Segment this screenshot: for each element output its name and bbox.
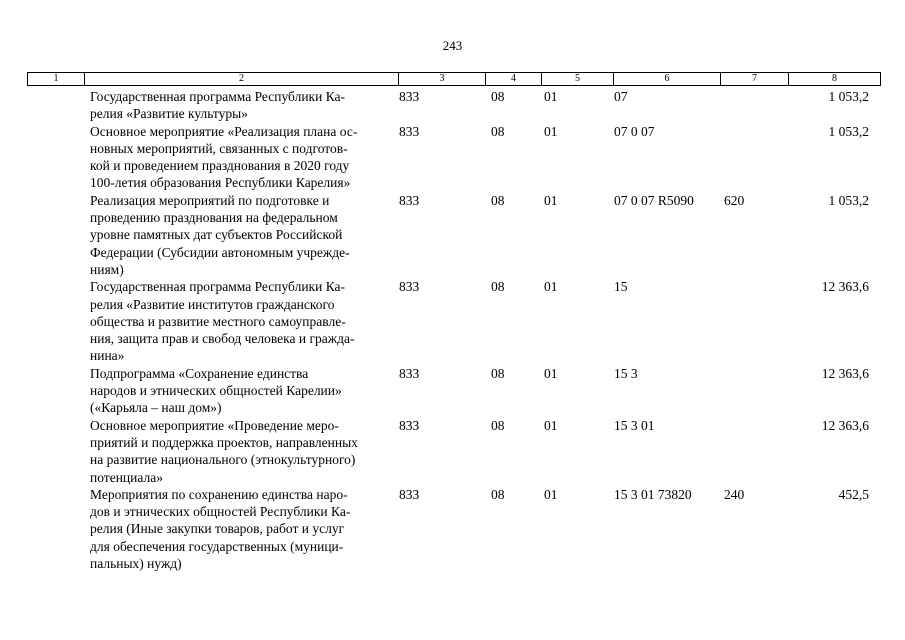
column-header-6: 6 bbox=[614, 73, 721, 85]
cell-name-line: ния, защита прав и свобод человека и гражда- bbox=[90, 331, 355, 347]
cell-c7 bbox=[724, 278, 786, 364]
cell-c7 bbox=[724, 123, 786, 192]
cell-name bbox=[90, 192, 395, 278]
cell-name bbox=[90, 88, 395, 123]
cell-c4: 08 bbox=[491, 365, 505, 381]
table-row bbox=[27, 417, 881, 486]
cell-c4: 08 bbox=[491, 89, 505, 104]
cell-c6: 15 3 01 bbox=[614, 417, 655, 433]
table-row bbox=[27, 192, 881, 278]
cell-col1 bbox=[27, 278, 90, 364]
cell-name-line: Федерации (Субсидии автономным учрежде- bbox=[90, 244, 350, 260]
cell-c4: 08 bbox=[491, 486, 505, 502]
cell-c7: 620 bbox=[724, 192, 745, 208]
cell-c5: 01 bbox=[544, 89, 558, 104]
cell-c6: 15 bbox=[614, 279, 628, 295]
column-header-4: 4 bbox=[486, 73, 542, 85]
cell-c3: 833 bbox=[399, 486, 420, 502]
cell-c5: 01 bbox=[544, 192, 558, 208]
cell-c3: 833 bbox=[399, 89, 420, 104]
cell-name bbox=[90, 278, 395, 364]
column-header-7: 7 bbox=[721, 73, 789, 85]
cell-name-line: кой и проведением празднования в 2020 году bbox=[90, 158, 350, 174]
cell-col1 bbox=[27, 365, 90, 417]
table-row bbox=[27, 88, 881, 123]
cell-name-line: для обеспечения государственных (муници- bbox=[90, 538, 344, 554]
cell-name-line: уровне памятных дат субъектов Российской bbox=[90, 227, 343, 243]
cell-c8: 1 053,2 bbox=[828, 89, 869, 104]
cell-name-line: Мероприятия по сохранению единства наро- bbox=[90, 486, 348, 502]
cell-c6: 15 3 bbox=[614, 365, 638, 381]
cell-c8: 12 363,6 bbox=[821, 365, 869, 381]
cell-col1 bbox=[27, 88, 90, 123]
cell-name-line: релия «Развитие институтов гражданского bbox=[90, 296, 335, 312]
cell-c7 bbox=[724, 88, 786, 123]
cell-c5: 01 bbox=[544, 279, 558, 295]
cell-name-line: потенциала» bbox=[90, 469, 163, 485]
cell-c8: 452,5 bbox=[838, 486, 869, 502]
cell-name-line: на развитие национального (этнокультурного) bbox=[90, 452, 356, 468]
cell-c6: 07 bbox=[614, 89, 628, 104]
cell-name-line: релия (Иные закупки товаров, работ и услуг bbox=[90, 521, 345, 537]
cell-c5: 01 bbox=[544, 123, 558, 139]
cell-c4: 08 bbox=[491, 192, 505, 208]
cell-c3: 833 bbox=[399, 365, 420, 381]
cell-name-line: Основное мероприятие «Проведение меро- bbox=[90, 417, 339, 433]
column-header-8: 8 bbox=[832, 73, 837, 84]
page-number: 243 bbox=[442, 38, 463, 53]
cell-c4: 08 bbox=[491, 417, 505, 433]
cell-name-line: ниям) bbox=[90, 261, 124, 277]
table-header bbox=[27, 72, 881, 86]
cell-name bbox=[90, 123, 395, 192]
cell-c8: 1 053,2 bbox=[828, 192, 869, 208]
cell-name-line: («Карьяла – наш дом») bbox=[90, 400, 222, 416]
cell-c5: 01 bbox=[544, 365, 558, 381]
cell-c3: 833 bbox=[399, 417, 420, 433]
cell-col1 bbox=[27, 123, 90, 192]
cell-name-line: Государственная программа Республики Ка- bbox=[90, 89, 346, 104]
cell-name-line: нина» bbox=[90, 348, 125, 364]
cell-c3: 833 bbox=[399, 192, 420, 208]
cell-c3: 833 bbox=[399, 123, 420, 139]
cell-c4: 08 bbox=[491, 123, 505, 139]
table-row bbox=[27, 486, 881, 572]
cell-col1 bbox=[27, 417, 90, 486]
cell-name-line: новных мероприятий, связанных с подготов- bbox=[90, 140, 348, 156]
cell-name bbox=[90, 486, 395, 572]
cell-name-line: пальных) нужд) bbox=[90, 556, 182, 572]
cell-c8: 12 363,6 bbox=[821, 417, 869, 433]
cell-name bbox=[90, 365, 395, 417]
cell-name-line: 100-летия образования Республики Карелия» bbox=[90, 175, 351, 191]
cell-c7 bbox=[724, 417, 786, 486]
cell-c6: 07 0 07 R5090 bbox=[614, 192, 694, 208]
cell-c5: 01 bbox=[544, 486, 558, 502]
cell-col1 bbox=[27, 486, 90, 572]
cell-name-line: Основное мероприятие «Реализация плана ос- bbox=[90, 123, 358, 139]
cell-c8: 1 053,2 bbox=[828, 123, 869, 139]
cell-c6: 15 3 01 73820 bbox=[614, 486, 692, 502]
cell-name-line: приятий и поддержка проектов, направленных bbox=[90, 434, 358, 450]
cell-name-line: проведению празднования на федеральном bbox=[90, 210, 338, 226]
cell-name-line: народов и этнических общностей Карелии» bbox=[90, 383, 342, 399]
cell-c6: 07 0 07 bbox=[614, 123, 655, 139]
cell-col1 bbox=[27, 192, 90, 278]
cell-name bbox=[90, 417, 395, 486]
cell-name-line: общества и развитие местного самоуправле- bbox=[90, 313, 346, 329]
cell-name-line: дов и этнических общностей Республики Ка- bbox=[90, 504, 351, 520]
table-row bbox=[27, 123, 881, 192]
cell-c4: 08 bbox=[491, 279, 505, 295]
cell-c7: 240 bbox=[724, 486, 745, 502]
column-header-2: 2 bbox=[85, 73, 399, 85]
cell-c3: 833 bbox=[399, 279, 420, 295]
cell-name-line: Подпрограмма «Сохранение единства bbox=[90, 365, 309, 381]
table-body bbox=[27, 88, 881, 572]
column-header-3: 3 bbox=[399, 73, 486, 85]
cell-name-line: релия «Развитие культуры» bbox=[90, 106, 248, 122]
cell-name-line: Государственная программа Республики Ка- bbox=[90, 279, 346, 295]
cell-c7 bbox=[724, 365, 786, 417]
column-header-1: 1 bbox=[28, 73, 85, 85]
table-row bbox=[27, 278, 881, 364]
table-row bbox=[27, 365, 881, 417]
cell-c8: 12 363,6 bbox=[821, 279, 869, 295]
column-header-5: 5 bbox=[542, 73, 614, 85]
cell-name-line: Реализация мероприятий по подготовке и bbox=[90, 192, 330, 208]
cell-c5: 01 bbox=[544, 417, 558, 433]
